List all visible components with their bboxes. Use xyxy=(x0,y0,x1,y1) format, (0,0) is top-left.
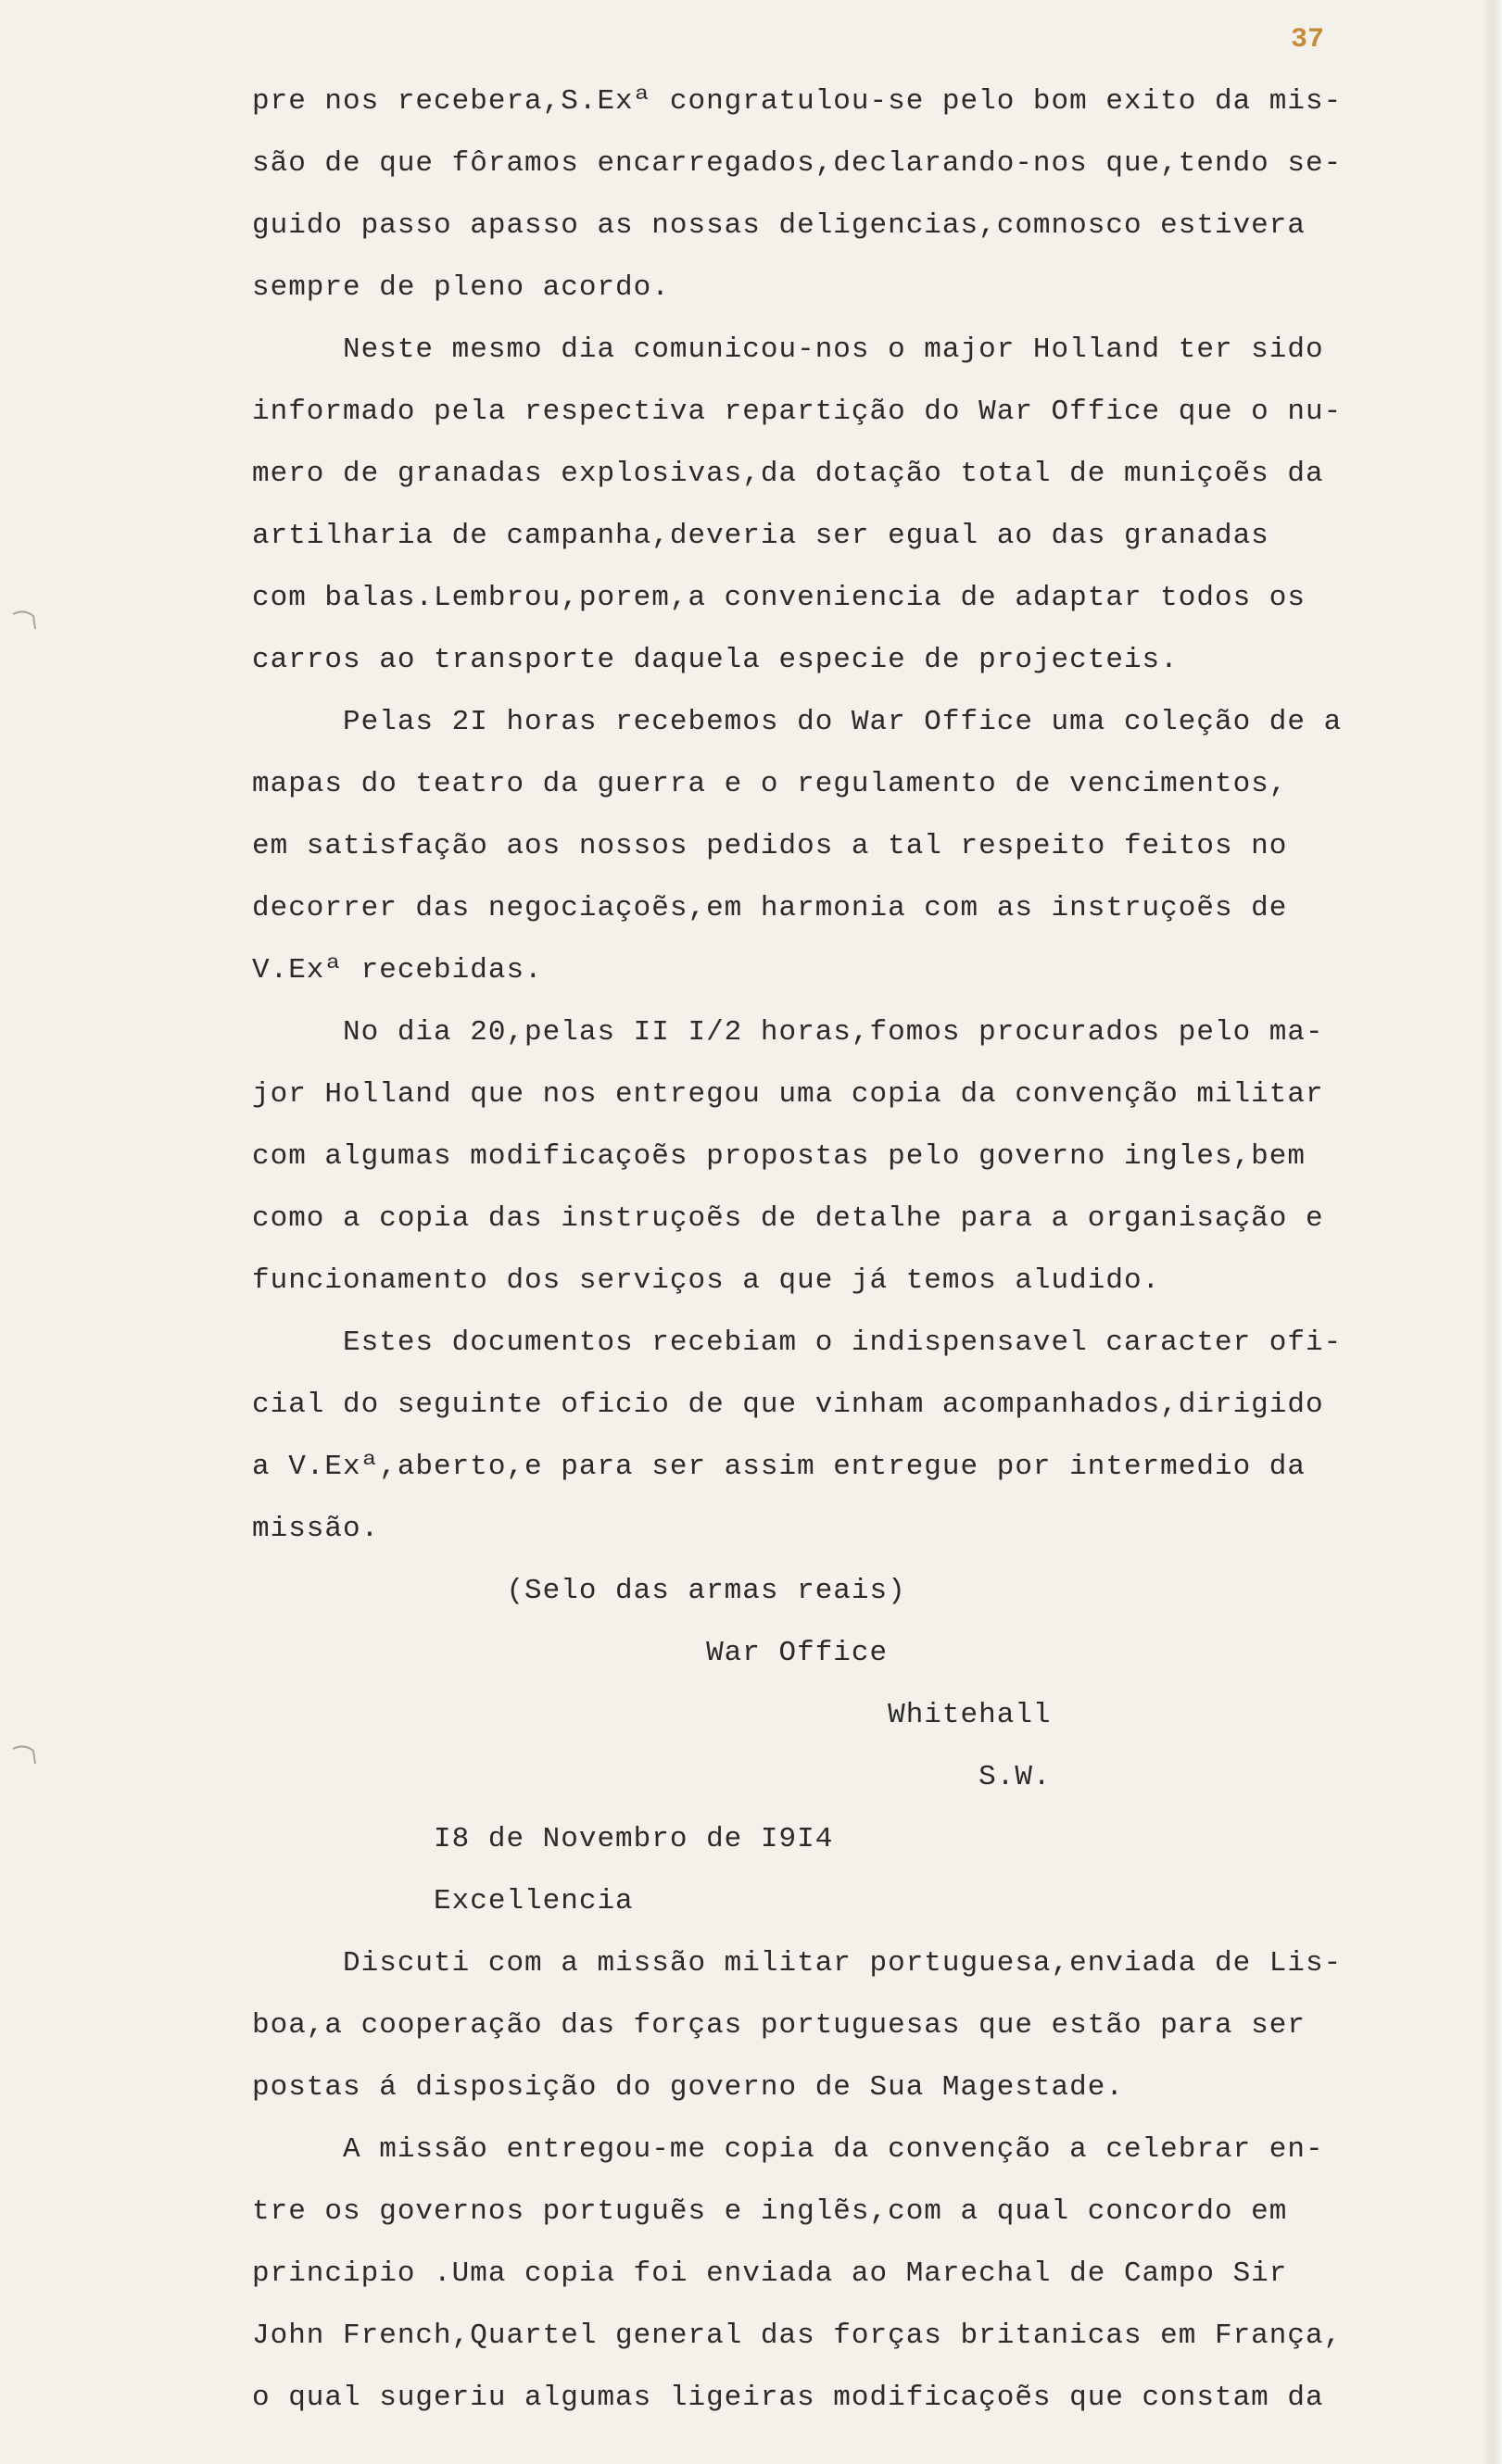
text-line: com balas.Lembrou,porem,a conveniencia de adaptar todos os xyxy=(252,582,1306,614)
text-line: o qual sugeriu algumas ligeiras modificaçoẽs que constam da xyxy=(252,2382,1324,2414)
text-line: Discuti com a missão militar portuguesa,enviada de Lis- xyxy=(252,1947,1343,1980)
text-line: principio .Uma copia foi enviada ao Marechal de Campo Sir xyxy=(252,2257,1288,2290)
text-line: S.W. xyxy=(252,1761,1052,1793)
text-line: carros ao transporte daquela especie de projecteis. xyxy=(252,644,1179,676)
page-edge-shadow xyxy=(1482,0,1502,2464)
text-line: cial do seguinte oficio de que vinham acompanhados,dirigido xyxy=(252,1389,1324,1421)
text-line: mapas do teatro da guerra e o regulamento de vencimentos, xyxy=(252,768,1288,800)
text-line: Pelas 2I horas recebemos do War Office uma coleção de a xyxy=(252,706,1343,738)
text-line: pre nos recebera,S.Exª congratulou-se pelo bom exito da mis- xyxy=(252,85,1343,118)
text-line: funcionamento dos serviços a que já temos aludido. xyxy=(252,1264,1161,1297)
text-line: postas á disposição do governo de Sua Magestade. xyxy=(252,2071,1124,2104)
text-line: A missão entregou-me copia da convenção a celebrar en- xyxy=(252,2133,1324,2166)
text-line: No dia 20,pelas II I/2 horas,fomos procurados pelo ma- xyxy=(252,1016,1324,1049)
text-line: I8 de Novembro de I9I4 xyxy=(252,1823,834,1855)
text-line: decorrer das negociaçoẽs,em harmonia com as instruçoẽs de xyxy=(252,892,1288,924)
text-line: com algumas modificaçoẽs propostas pelo governo ingles,bem xyxy=(252,1140,1306,1173)
text-line: em satisfação aos nossos pedidos a tal respeito feitos no xyxy=(252,830,1288,862)
text-line: informado pela respectiva repartição do War Office que o nu- xyxy=(252,396,1343,428)
text-line: (Selo das armas reais) xyxy=(252,1575,906,1607)
text-line: V.Exª recebidas. xyxy=(252,954,543,987)
text-line: missão. xyxy=(252,1513,380,1545)
text-line: como a copia das instruçoẽs de detalhe para a organisação e xyxy=(252,1202,1324,1235)
text-line: Neste mesmo dia comunicou-nos o major Holland ter sido xyxy=(252,333,1324,366)
text-line: Estes documentos recebiam o indispensavel caracter ofi- xyxy=(252,1326,1343,1359)
text-line: guido passo apasso as nossas deligencias,comnosco estivera xyxy=(252,209,1306,242)
text-line: jor Holland que nos entregou uma copia da convenção militar xyxy=(252,1078,1324,1111)
text-line: boa,a cooperação das forças portuguesas que estão para ser xyxy=(252,2009,1306,2042)
text-line: sempre de pleno acordo. xyxy=(252,271,670,304)
margin-tick-mark xyxy=(11,607,39,635)
margin-tick-mark xyxy=(11,1741,39,1769)
text-line: a V.Exª,aberto,e para ser assim entregue por intermedio da xyxy=(252,1451,1306,1483)
text-line: Excellencia xyxy=(252,1885,634,1917)
text-line: são de que fôramos encarregados,declarando-nos que,tendo se- xyxy=(252,147,1343,180)
text-line: John French,Quartel general das forças britanicas em França, xyxy=(252,2319,1343,2352)
text-line: War Office xyxy=(252,1637,889,1669)
text-line: Whitehall xyxy=(252,1699,1052,1731)
text-line: tre os governos portuguẽs e inglẽs,com a qual concordo em xyxy=(252,2195,1288,2228)
text-line: mero de granadas explosivas,da dotação total de muniçoẽs da xyxy=(252,458,1324,490)
page-number: 37 xyxy=(1291,24,1325,56)
text-line: artilharia de campanha,deveria ser egual ao das granadas xyxy=(252,520,1269,552)
